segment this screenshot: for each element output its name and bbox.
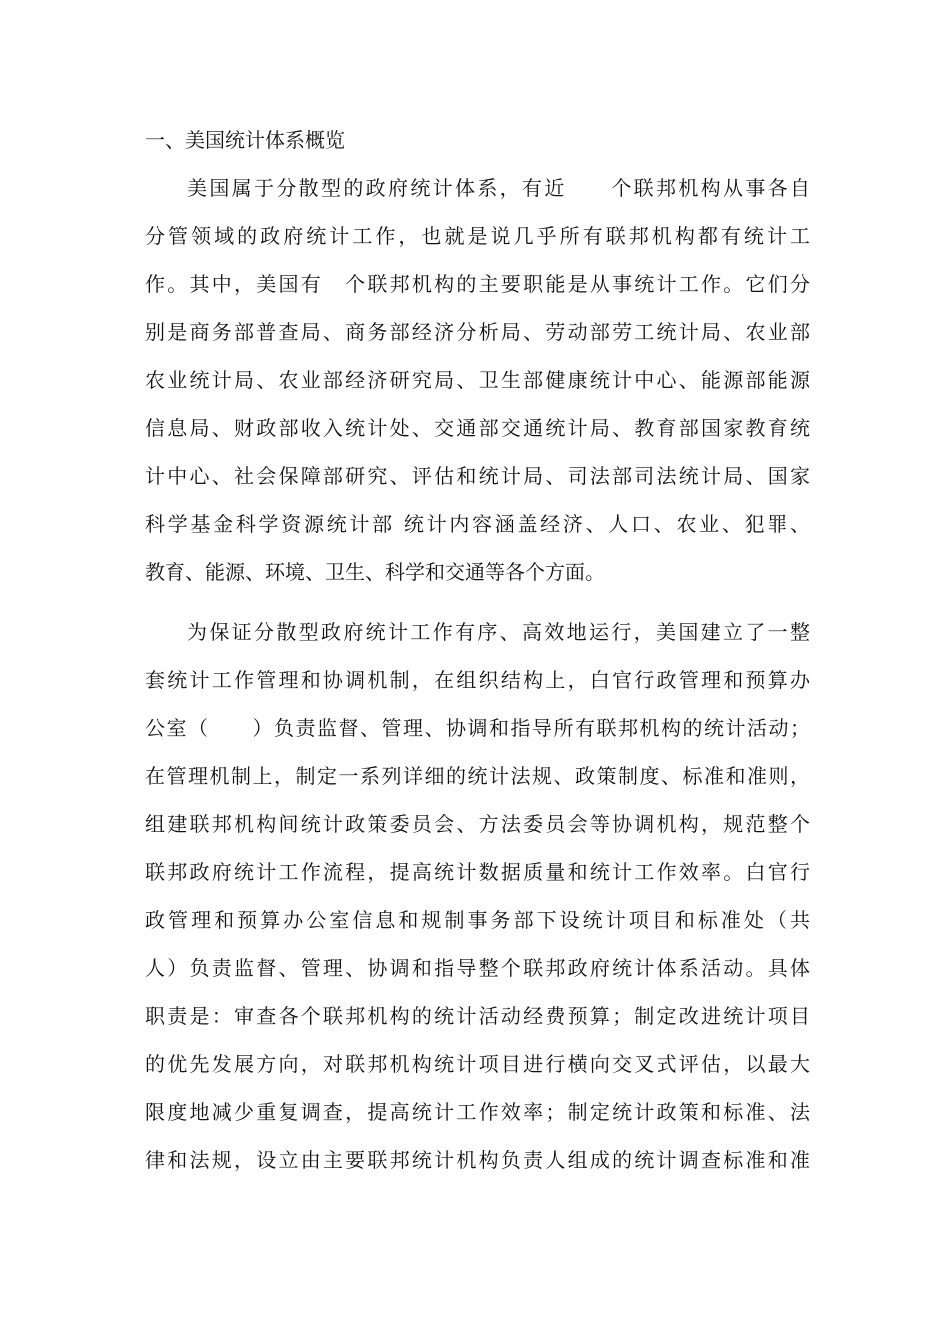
section-heading: 一、美国统计体系概览: [145, 128, 345, 152]
text-line: 限度地减少重复调查，提高统计工作效率；制定统计政策和标准、法: [145, 1100, 810, 1124]
text-line: 分管领域的政府统计工作，也就是说几乎所有联邦机构都有统计工: [145, 224, 810, 248]
text-line: 教育、能源、环境、卫生、科学和交通等各个方面。: [145, 560, 605, 584]
text-line: 政管理和预算办公室信息和规制事务部下设统计项目和标准处（共: [145, 908, 810, 932]
text-line: 组建联邦机构间统计政策委员会、方法委员会等协调机构，规范整个: [145, 812, 810, 836]
text-line: 公室（ ）负责监督、管理、协调和指导所有联邦机构的统计活动；: [145, 716, 810, 740]
text-line: 律和法规，设立由主要联邦统计机构负责人组成的统计调查标准和准: [145, 1148, 810, 1172]
text-line: 信息局、财政部收入统计处、交通部交通统计局、教育部国家教育统: [145, 416, 810, 440]
text-line: 农业统计局、农业部经济研究局、卫生部健康统计中心、能源部能源: [145, 368, 810, 392]
text-line: 作。其中，美国有 个联邦机构的主要职能是从事统计工作。它们分: [145, 272, 810, 296]
text-line: 的优先发展方向，对联邦机构统计项目进行横向交叉式评估，以最大: [145, 1052, 810, 1076]
text-line: 联邦政府统计工作流程，提高统计数据质量和统计工作效率。白官行: [145, 860, 810, 884]
text-line: 科学基金科学资源统计部 统计内容涵盖经济、人口、农业、犯罪、: [145, 512, 810, 536]
text-line: 在管理机制上，制定一系列详细的统计法规、政策制度、标准和准则，: [145, 764, 810, 788]
text-line: 为保证分散型政府统计工作有序、高效地运行，美国建立了一整: [187, 620, 810, 644]
text-line: 套统计工作管理和协调机制，在组织结构上，白官行政管理和预算办: [145, 668, 810, 692]
text-line: 美国属于分散型的政府统计体系，有近 个联邦机构从事各自: [187, 176, 810, 200]
text-line: 别是商务部普查局、商务部经济分析局、劳动部劳工统计局、农业部: [145, 320, 810, 344]
text-line: 计中心、社会保障部研究、评估和统计局、司法部司法统计局、国家: [145, 464, 810, 488]
text-line: 职责是：审查各个联邦机构的统计活动经费预算；制定改进统计项目: [145, 1004, 810, 1028]
text-line: 人）负责监督、管理、协调和指导整个联邦政府统计体系活动。具体: [145, 956, 810, 980]
